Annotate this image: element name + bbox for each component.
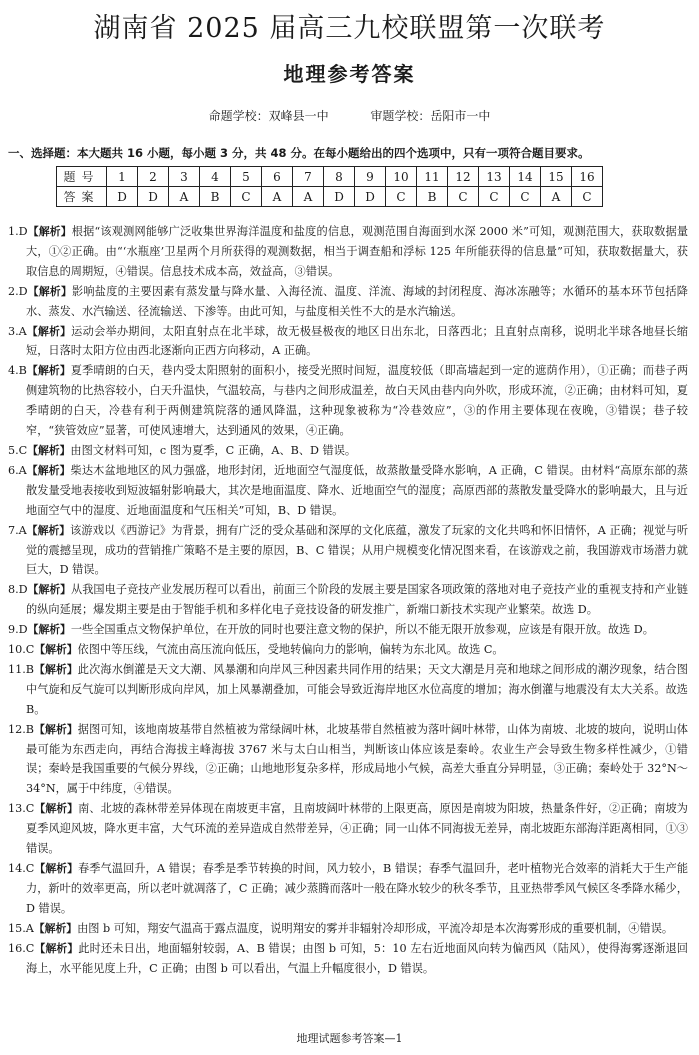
question-number-cell: 16 <box>572 167 603 187</box>
question-answer-label: 1.D <box>8 225 28 238</box>
answer-cell: D <box>138 187 169 207</box>
question-answer-label: 9.D <box>8 623 28 637</box>
question-number-cell: 6 <box>262 167 293 187</box>
question-number-cell: 13 <box>479 167 510 187</box>
explanation-text: 此次海水倒灌是天文大潮、风暴潮和向岸风三种因素共同作用的结果；天文大潮是月亮和地球之间形成的潮汐现象，结合图中气旋和反气旋可以判断形成向岸风，加上风暴潮叠加，可能会导致近海岸地区水位高度的增加；海水倒灌与地震没有太大关系。故选 B。 <box>26 662 688 716</box>
explanation-text: 依图中等压线，气流由高压流向低压，受地转偏向力的影响，偏转为东北风。故选 C。 <box>77 643 504 657</box>
answer-cell: B <box>200 187 231 207</box>
answer-cell: D <box>324 187 355 207</box>
page-subtitle: 地理参考答案 <box>283 62 416 86</box>
explanation-item <box>8 660 688 720</box>
analysis-tag: 【解析】 <box>34 941 79 955</box>
answer-cell: C <box>572 187 603 207</box>
explanation-item <box>8 441 688 461</box>
explanation-list <box>8 222 688 978</box>
analysis-tag: 【解析】 <box>26 463 71 477</box>
answer-cell: D <box>355 187 386 207</box>
question-number-cell: 2 <box>138 167 169 187</box>
row-label-answer: 答案 <box>57 187 107 207</box>
analysis-tag: 【解析】 <box>27 284 72 298</box>
answer-cell: C <box>386 187 417 207</box>
answer-cell: A <box>541 187 572 207</box>
explanation-text: 春季气温回升，A 错误；春季是季节转换的时间，风力较小，B 错误；春季气温回升，老叶植物光合效率的消耗大于生产能力，新叶的效率更高，所以老叶就凋落了，C 正确；减少蒸腾而落叶一般在降水较少的秋冬季节，且亚热带季风气候区冬季降水稀少，D 错误。 <box>26 862 689 915</box>
analysis-tag: 【解析】 <box>27 583 71 597</box>
answer-cell: A <box>293 187 324 207</box>
explanation-text: 影响盐度的主要因素有蒸发量与降水量、入海径流、温度、洋流、海域的封闭程度、海冰冻融等；水循环的基本环节包括降水、蒸发、水汽输送、径流输送、下渗等。由此可知，与盐度相关性不大的是水汽输送。 <box>26 284 688 318</box>
question-number-cell: 15 <box>541 167 572 187</box>
answer-cell: C <box>231 187 262 207</box>
explanation-text: 南、北坡的森林带差异体现在南坡更丰富，且南坡阔叶林带的上限更高，原因是南坡为阳坡，热量条件好，②正确；南坡为夏季风迎风坡，降水更丰富，大气环流的差异造成自然带差异，④正确；同一山体不同海拔无差异，南北坡距东部海洋距离相同，①③错误。 <box>26 802 688 856</box>
row-label-number: 题号 <box>57 167 107 187</box>
reviewer-school: 审题学校：岳阳市一中 <box>370 109 491 123</box>
explanation-text: 夏季晴朗的白天，巷内受太阳照射的面积小，接受光照时间短，温度较低（即高墙起到一定的遮荫作用），①正确；而巷子两侧建筑物的比热容较小，白天升温快，气温较高，与巷内之间形成温差，故白天风由巷内向外吹，形成环流，②正确；由材料可知，夏季晴朗的白天，冷巷有利于两侧建筑院落的通风降温，这种现象被称为“冷巷效应”，③的作用主要体现在夜晚，③错误；巷子较窄，“狭管效应”显著，可使风速增大，达到通风的效果，④正确。 <box>26 364 689 438</box>
question-answer-label: 8.D <box>8 583 28 597</box>
explanation-text: 该游戏以《西游记》为背景，拥有广泛的受众基础和深厚的文化底蕴，激发了玩家的文化共鸣和怀旧情怀，A 正确；视觉与听觉的震撼呈现，成功的营销推广策略不是主要的原因，B、C 错误；从用户规模变化情况图来看，在该游戏之前，我国游戏市场潜力就巨大，D 错误。 <box>26 523 689 577</box>
analysis-tag: 【解析】 <box>34 662 78 676</box>
question-answer-label: 13.C <box>8 802 35 816</box>
explanation-item <box>8 222 688 282</box>
analysis-tag: 【解析】 <box>34 862 79 875</box>
answer-cell: C <box>448 187 479 207</box>
explanation-text: 由图文材料可知，c 图为夏季，C 正确，A、B、D 错误。 <box>70 443 357 457</box>
school-info <box>0 107 699 124</box>
question-answer-label: 15.A <box>8 921 34 935</box>
page-footer: 地理试题参考答案—1 <box>296 1032 403 1045</box>
question-answer-label: 2.D <box>8 284 28 298</box>
question-answer-label: 10.C <box>8 643 35 657</box>
answer-row <box>57 187 603 207</box>
explanation-item <box>8 580 688 620</box>
analysis-tag: 【解析】 <box>34 643 78 657</box>
question-number-cell: 10 <box>386 167 417 187</box>
question-answer-label: 4.B <box>8 364 27 378</box>
question-number-cell: 5 <box>231 167 262 187</box>
answer-table <box>56 166 603 207</box>
explanation-text: 此时还未日出，地面辐射较弱，A、B 错误；由图 b 可知，5：10 左右近地面风向转为偏西风（陆风），使得海雾逐渐退回海上，水平能见度上升，C 正确；由图 b 可以看出，气温上升幅度很小，D 错误。 <box>26 941 688 975</box>
explanation-text: 从我国电子竞技产业发展历程可以看出，前面三个阶段的发展主要是国家各项政策的落地对电子竞技产业的重视支持和产业链的纵向延展；爆发期主要是由于智能手机和多样化电子竞技设备的研发推广，新端口新技术实现产业繁荣。故选 D。 <box>26 583 688 617</box>
explanation-item <box>8 620 688 640</box>
analysis-tag: 【解析】 <box>27 623 71 637</box>
question-answer-label: 3.A <box>8 324 27 338</box>
question-answer-label: 11.B <box>8 662 35 676</box>
question-number-cell: 14 <box>510 167 541 187</box>
explanation-item <box>8 640 688 660</box>
explanation-item <box>8 720 688 800</box>
explanation-item <box>8 521 688 581</box>
question-number-cell: 11 <box>417 167 448 187</box>
analysis-tag: 【解析】 <box>26 523 71 537</box>
explanation-text: 由图 b 可知，翔安气温高于露点温度，说明翔安的雾并非辐射冷却形成，平流冷却是本次海雾形成的重要机制，④错误。 <box>77 921 674 935</box>
analysis-tag: 【解析】 <box>33 921 78 935</box>
answer-cell: A <box>169 187 200 207</box>
explanation-item <box>8 939 688 979</box>
question-answer-label: 5.C <box>8 443 28 457</box>
question-answer-label: 7.A <box>8 523 27 537</box>
explanation-item <box>8 361 688 441</box>
question-number-row <box>57 167 603 187</box>
analysis-tag: 【解析】 <box>26 364 71 378</box>
explanation-text: 一些全国重点文物保护单位，在开放的同时也要注意文物的保护，所以不能无限开放参观，应该是有限开放。故选 D。 <box>70 623 654 637</box>
explanation-item <box>8 919 688 939</box>
answer-cell: D <box>107 187 138 207</box>
question-number-cell: 4 <box>200 167 231 187</box>
explanation-text: 柴达木盆地地区的风力强盛，地形封闭，近地面空气湿度低，故蒸散量受降水影响，A 正确，C 错误。由材料“高原东部的蒸散发量受地表接收到短波辐射影响最大，其次是地面温度、降水、近地面空气的湿度；高原西部的蒸散发量受降水的影响最大，且与近地面空气中的湿度、近地面温度和气压相关”可知，B、D 错误。 <box>26 463 688 517</box>
explanation-item <box>8 461 688 521</box>
question-answer-label: 14.C <box>8 862 35 875</box>
page-title: 湖南省 2025 届高三九校联盟第一次联考 <box>93 13 606 44</box>
analysis-tag: 【解析】 <box>27 443 71 457</box>
analysis-tag: 【解析】 <box>34 722 78 736</box>
section-heading: 一、选择题：本大题共 16 小题，每小题 3 分，共 48 分。在每小题给出的四个选项中，只有一项符合题目要求。 <box>8 146 590 160</box>
question-number-cell: 9 <box>355 167 386 187</box>
answer-cell: B <box>417 187 448 207</box>
question-number-cell: 12 <box>448 167 479 187</box>
question-number-cell: 3 <box>169 167 200 187</box>
explanation-text: 运动会举办期间，太阳直射点在北半球，故无极昼极夜的地区日出东北，日落西北；且直射点南移，说明北半球各地昼长缩短，日落时太阳方位由西北逐渐向正西方向移动，A 正确。 <box>26 324 688 358</box>
explanation-text: 根据“该观测网能够广泛收集世界海洋温度和盐度的信息，观测范围自海面到水深 2000 米”可知，观测范围大，获取数据量大，①②正确。由“‘水瓶座’卫星两个月所获得的观测数据，相当于调查船和浮标 125 年所能获得的信息量”可知，获取数据量大，获取信息的周期短，④错误。信息技术成本高，效益高，③错误。 <box>26 225 689 278</box>
explanation-item <box>8 799 688 859</box>
explanation-item <box>8 282 688 322</box>
question-answer-label: 12.B <box>8 722 35 736</box>
analysis-tag: 【解析】 <box>27 225 72 238</box>
explanation-item <box>8 859 688 919</box>
analysis-tag: 【解析】 <box>34 802 79 816</box>
question-number-cell: 7 <box>293 167 324 187</box>
question-number-cell: 1 <box>107 167 138 187</box>
explanation-item <box>8 322 688 362</box>
answer-cell: C <box>510 187 541 207</box>
answer-cell: A <box>262 187 293 207</box>
answer-cell: C <box>479 187 510 207</box>
question-answer-label: 16.C <box>8 941 35 955</box>
question-number-cell: 8 <box>324 167 355 187</box>
explanation-text: 据图可知，该地南坡基带自然植被为常绿阔叶林，北坡基带自然植被为落叶阔叶林带，山体为南坡、北坡的坡向，说明山体最可能为东西走向，再结合海拔主峰海拔 3767 米与太白山相当，判断该山体应该是秦岭。农业生产会导致生物多样性减少，①错误；秦岭是我国重要的气候分界线，②正确；山地地形复杂多样，形成局地小气候，高差大垂直分异明显，③正确；秦岭处于 32°N～34°N，属于中纬度，④错误。 <box>26 722 688 796</box>
analysis-tag: 【解析】 <box>26 324 72 338</box>
proposer-school: 命题学校：双峰县一中 <box>208 109 329 123</box>
question-answer-label: 6.A <box>8 463 27 477</box>
